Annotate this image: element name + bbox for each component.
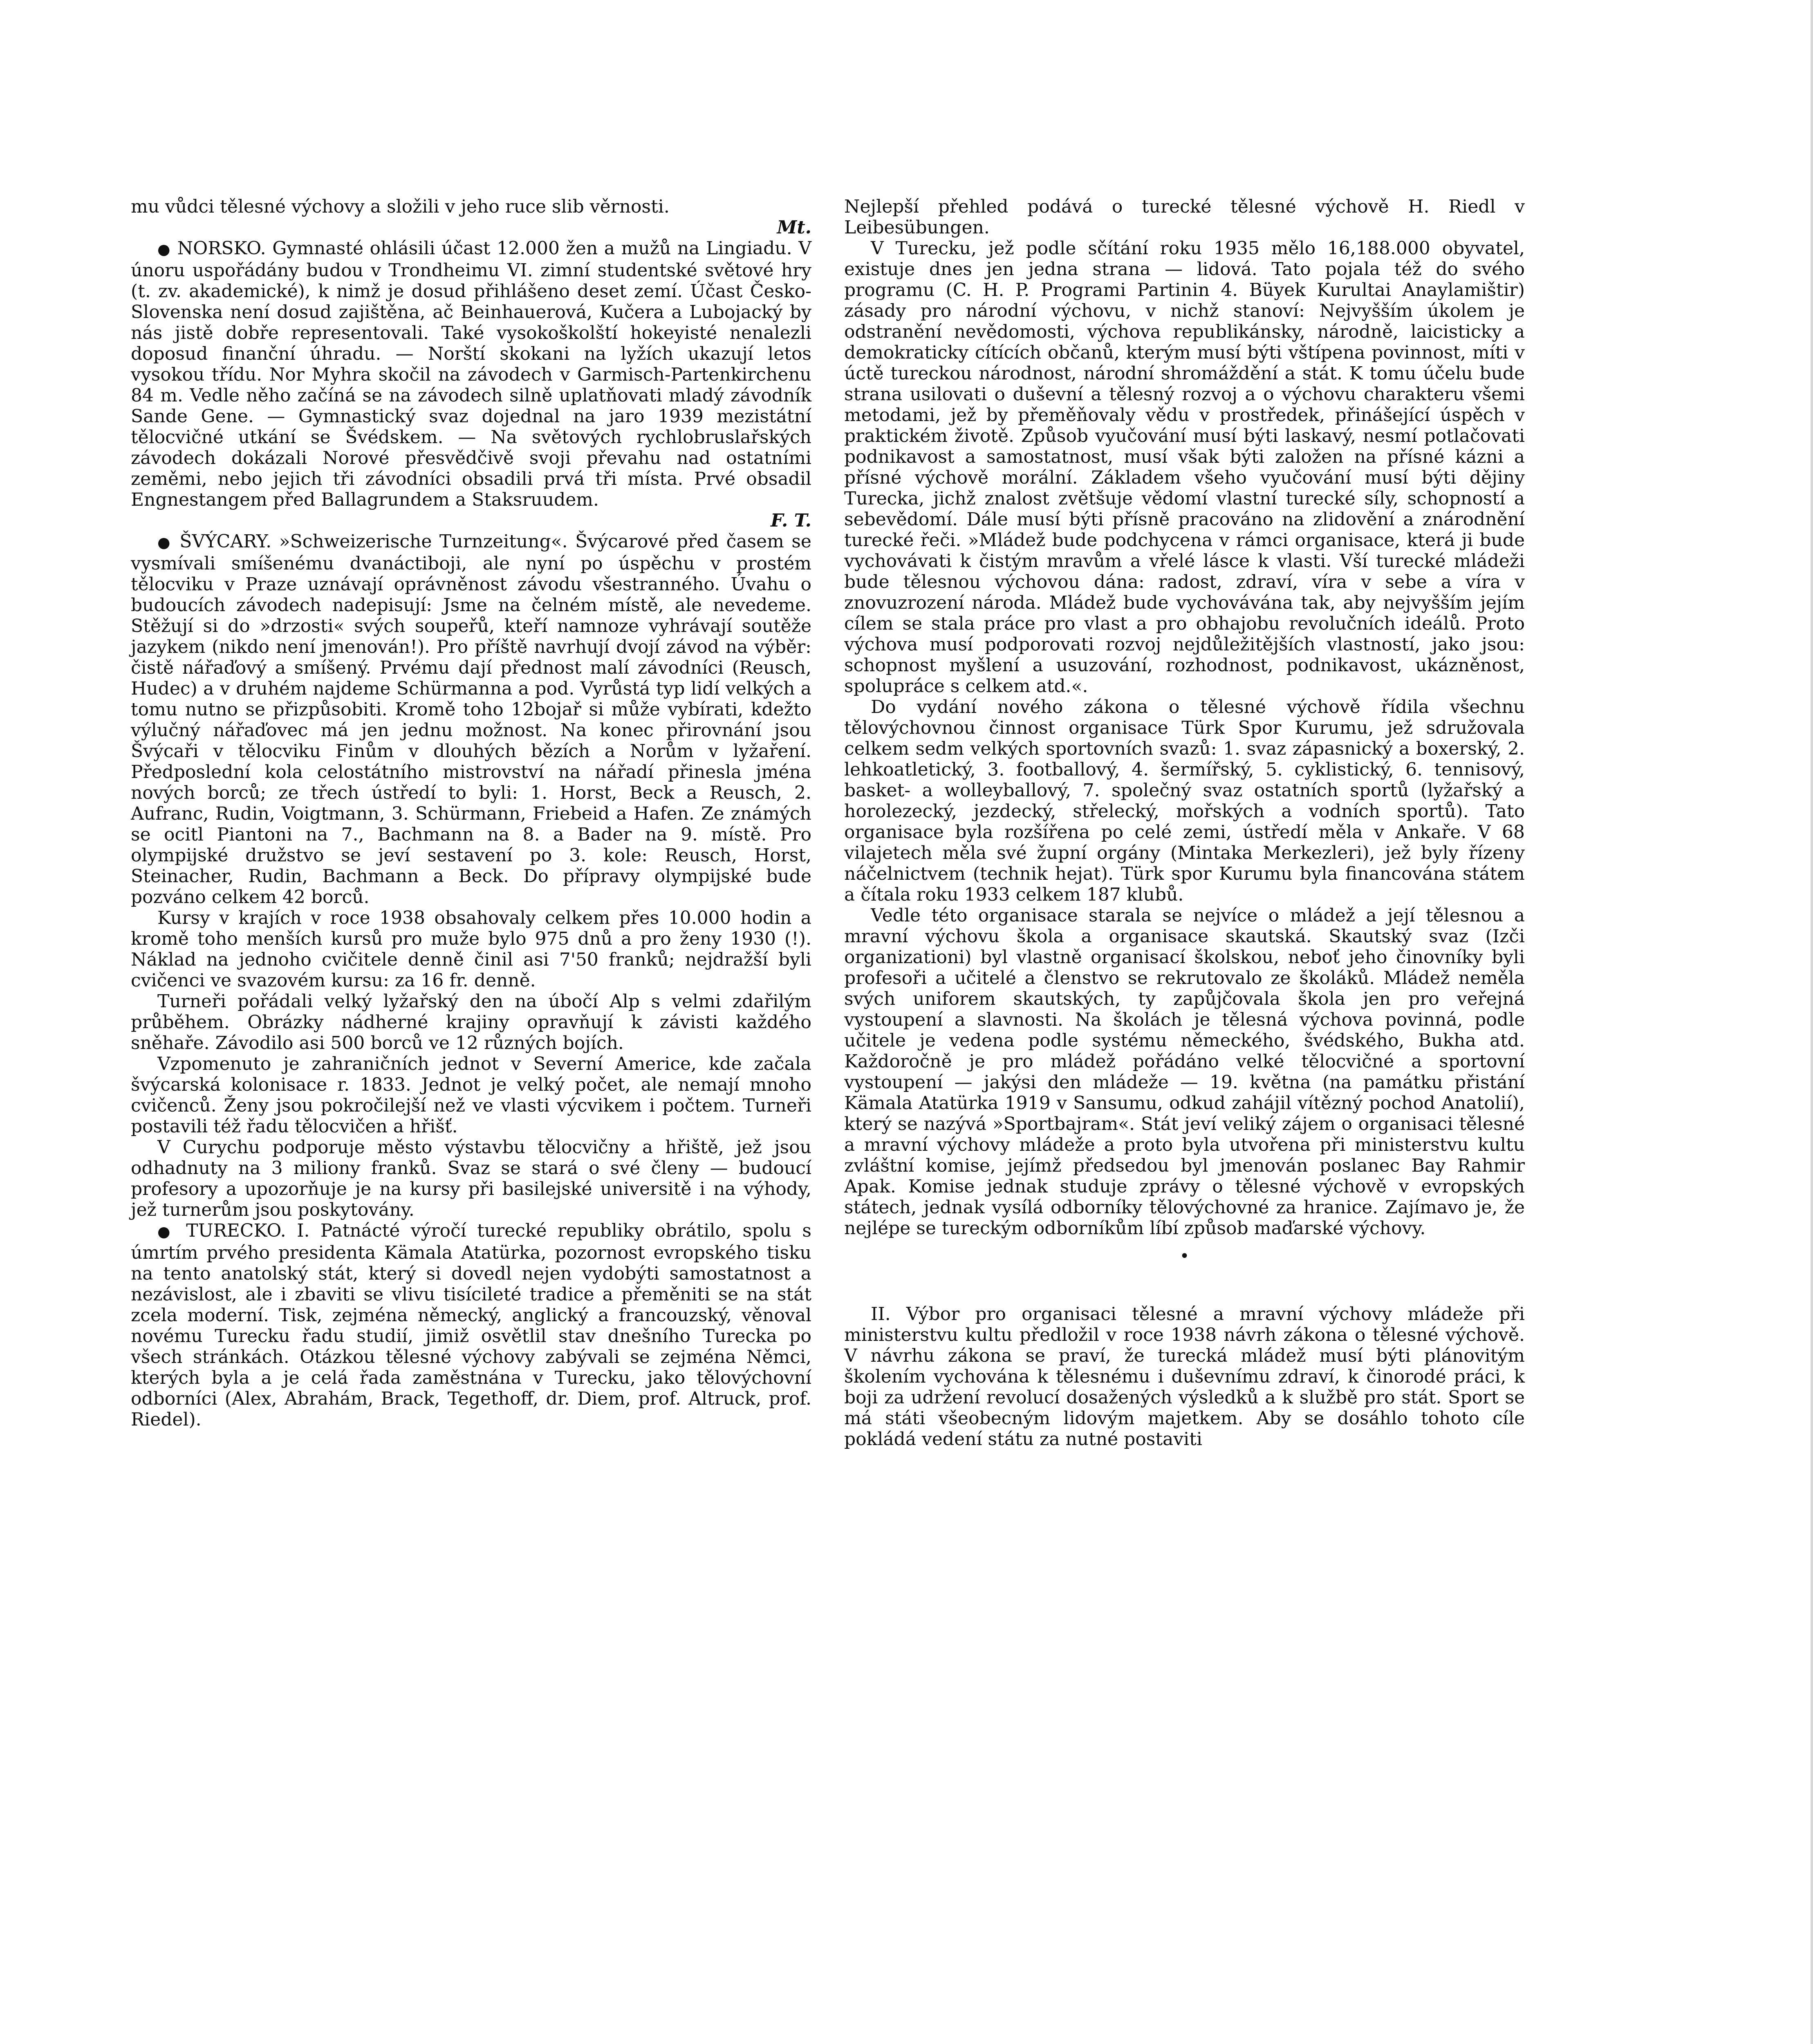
section-text: Patnácté výročí turecké republiky obrátilo, spolu s úmrtím prvého presidenta Kämala Atatürka, pozornost evropského tisku na tento anatolský stát, který si dovedl nejen vydobýti samostatnost a nezávislost, ale i zbaviti se vlivu tisícileté tradice a přeměniti se na stát zcela moderní. Tisk, zejména německý, anglický a francouzský, věnoval novému Turecku řadu studií, jimiž osvětlil stav dnešního Turecka po všech stránkách. Otázkou tělesné výchovy zabývali se zejména Němci, kterých byla a je celá řada zaměstnána v Turecku, jako tělovýchovní odborníci (Alex, Abrahám, Brack, Tegethoff, dr. Diem, prof. Altruck, prof. Riedel). (131, 1220, 811, 1430)
paragraph: Vedle této organisace starala se nejvíce o mládež a její tělesnou a mravní výchovu škola a organisace skautská. Skautský svaz (Izči organizationi) byl vlastně organisací školskou, neboť jeho činovníky byli profesoři a učitelé a členstvo se rekrutovalo ze školáků. Mládež neměla svých uniforem skautských, ty zapůjčovala škola jen pro veřejná vystoupení a slavnosti. Na školách je tělesná výchova povinná, podle učitele je vedena podle systému německého, švédského, Bukha atd. Každoročně je pro mládež pořádáno velké tělocvičné a sportovní vystoupení — jakýsi den mládeže — 19. května (na památku přistání Kämala Atatürka 1919 v Sansumu, odkud zahájil vítězný pochod Anatolií), který se nazývá »Sportbajram«. Stát jeví veliký zájem o organisaci tělesné a mravní výchovy mládeže a proto byla utvořena při ministerstvu kultu zvláštní komise, jejímž předsedou byl jmenován poslanec Bay Rahmir Apak. Komise jednak studuje zprávy o tělesné výchově v evropských státech, jednak vysílá odborníky tělovýchovné za hranice. Zajímavo je, že nejlépe se tureckým odborníkům líbí způsob maďarské výchovy. (844, 905, 1525, 1239)
section-norsko (131, 238, 811, 510)
right-column (844, 196, 1525, 1450)
section-heading: TURECKO. I. (186, 1220, 310, 1241)
section-heading: ŠVÝCARY. (179, 531, 272, 552)
left-column (131, 196, 811, 1430)
paragraph: II. Výbor pro organisaci tělesné a mravní výchovy mládeže při ministerstvu kultu předložil v roce 1938 návrh zákona o tělesné výchově. V návrhu zákona se praví, že turecká mládež musí býti plánovitým školením vychována k tělesnému i duševnímu zdraví, k činorodé práci, k boji za udržení revolucí dosažených výsledků a k službě pro stát. Sport se má státi všeobecným lidovým majetkem. Aby se dosáhlo tohoto cíle pokládá vedení státu za nutné postaviti (844, 1304, 1525, 1450)
scan-edge (1811, 0, 1813, 2044)
author-signature: F. T. (771, 510, 811, 531)
section-heading: NORSKO. (177, 238, 266, 259)
section-svycary (131, 531, 811, 908)
paragraph: Do vydání nového zákona o tělesné výchově řídila všechnu tělovýchovnou činnost organisace Türk Spor Kurumu, jež sdružovala celkem sedm velkých sportovních svazů: 1. svaz zápasnický a boxerský, 2. lehkoatletický, 3. footballový, 4. šermířský, 5. cyklistický, 6. tennisový, basket- a wolleyballový, 7. společný svaz ostatních sportů (lyžařský a horolezecký, jezdecký, střelecký, mořských a vodních sportů). Tato organisace byla rozšířena po celé zemi, ústředí měla v Ankaře. V 68 vilajetech měla své župní orgány (Mintaka Merkezleri), jež byly řízeny náčelnictvem (technik hejat). Türk spor Kurumu byla financována státem a čítala roku 1933 celkem 187 klubů. (844, 697, 1525, 905)
section-turecko (131, 1220, 811, 1430)
paragraph: mu vůdci tělesné výchovy a složili v jeho ruce slib věrnosti. (131, 196, 670, 217)
section-separator: • (1179, 1247, 1190, 1266)
paragraph: V Turecku, jež podle sčítání roku 1935 mělo 16,188.000 obyvatel, existuje dnes jen jedna strana — lidová. Tato pojala též do svého programu (C. H. P. Programi Partinin 4. Büyek Kurultai Anaylamištir) zásady pro národní výchovu, v nichž stanoví: Nejvyšším úkolem je odstranění nevědomosti, výchova republikánsky, národně, laicisticky a demokraticky cítících občanů, kterým musí býti vštípena povinnost, míti v úctě tureckou národnost, národní shromáždění a stát. K tomu účelu bude strana usilovati o duševní a tělesný rozvoj a o výchovu charakteru všemi metodami, jež by přeměňovaly vědu v prostředek, přinášející úspěch v praktickém životě. Způsob vyučování musí býti laskavý, nesmí potlačovati podnikavost a samostatnost, musí však býti založen na přísné kázni a přísné výchově morální. Základem všeho vyučování musí býti dějiny Turecka, jichž znalost zvětšuje vědomí vlastní turecké síly, schopností a sebevědomí. Dále musí býti přísně pracováno na zlidovění a znárodnění turecké řeči. »Mládež bude podchycena v rámci organisace, která ji bude vychovávati k čistým mravům a vřelé lásce k vlasti. Vší turecké mládeži bude tělesnou výchovou dána: radost, zdraví, víra v sebe a víra v znovuzrození národa. Mládež bude vychovávána tak, aby nejvyšším jejím cílem se stala práce pro vlast a pro obhajobu revolučních ideálů. Proto výchova musí podporovati rozvoj nejdůležitějších vlastností, jako jsou: schopnost myšlení a usuzování, rozhodnost, podnikavost, ukázněnost, spolupráce s celkem atd.«. (844, 238, 1525, 697)
paragraph: Nejlepší přehled podává o turecké tělesné výchově H. Riedl v Leibesübungen. (844, 196, 1525, 238)
author-signature: Mt. (777, 217, 811, 238)
paragraph: V Curychu podporuje město výstavbu tělocvičny a hřiště, jež jsou odhadnuty na 3 miliony franků. Svaz se stará o své členy — budoucí profesory a upozorňuje je na kursy při basilejské universitě i na výhody, jež turnerům jsou poskytovány. (131, 1137, 811, 1220)
section-text: »Schweizerische Turnzeitung«. Švýcarové před časem se vysmívali smíšenému dvanáctiboji, ale nyní po úspěchu v prostém tělocviku v Praze uznávají oprávněnost závodu všestranného. Úvahu o budoucích závodech nadepisují: Jsme na čelném místě, ale nevedeme. Stěžují si do »drzosti« svých soupeřů, kteří namnoze vyhrávají soutěže jazykem (nikdo není jmenován!). Pro příště navrhují dvojí závod na výběr: čistě nářaďový a smíšený. Prvému dají přednost malí závodníci (Reusch, Hudec) a v druhém najdeme Schürmanna a pod. Vyrůstá typ lidí velkých a tomu nutno se přizpůsobiti. Kromě toho 12bojař si může vybírati, kdežto výlučný nářaďovec má jen jednu možnost. Na konec přirovnání jsou Švýcaři v tělocviku Finům v dlouhých bězích a Norům v lyžaření. Předposlední kola celostátního mistrovství na nářadí přinesla jména nových borců; ze třech ústředí to byli: 1. Horst, Beck a Reusch, 2. Aufranc, Rudin, Voigtmann, 3. Schürmann, Friebeid a Hafen. Ze známých se ocitl Piantoni na 7., Bachmann na 8. a Bader na 9. místě. Pro olympijské družstvo se jeví sestavení po 3. kole: Reusch, Horst, Steinacher, Rudin, Bachmann a Beck. Do přípravy olympijské bude pozváno celkem 42 borců. (131, 531, 811, 908)
bullet-icon: ● (157, 534, 172, 551)
paragraph: Vzpomenuto je zahraničních jednot v Severní Americe, kde začala švýcarská kolonisace r. 1833. Jednot je velký počet, ale nemají mnoho cvičenců. Ženy jsou pokročilejší než ve vlasti výcvikem i počtem. Turneři postavili též řadu tělocvičen a hřišť. (131, 1053, 811, 1137)
paragraph: Kursy v krajích v roce 1938 obsahovaly celkem přes 10.000 hodin a kromě toho menších kursů pro muže bylo 975 dnů a pro ženy 1930 (!). Náklad na jednoho cvičitele denně činil asi 7'50 franků; nejdražší byli cvičenci ve svazovém kursu: za 16 fr. denně. (131, 908, 811, 991)
bullet-icon: ● (157, 1224, 175, 1240)
bullet-icon: ● (157, 241, 171, 258)
section-text: Gymnasté ohlásili účast 12.000 žen a mužů na Lingiadu. V únoru uspořádány budou v Trondheimu VI. zimní studentské světové hry (t. zv. akademické), k nimž je dosud přihlášeno deset zemí. Účast Česko-Slovenska není dosud zajištěna, ač Beinhauerová, Kučera a Lubojacký by nás jistě dobře representovali. Také vysokoškolští hokeyisté nenalezli doposud finanční úhradu. — Norští skokani na lyžích ukazují letos vysokou třídu. Nor Myhra skočil na závodech v Garmisch-Partenkirchenu 84 m. Vedle něho začíná se na závodech silně uplatňovati mladý závodník Sande Gene. — Gymnastický svaz dojednal na jaro 1939 mezistátní tělocvičné utkání se Švédskem. — Na světových rychlobruslařských závodech dokázali Norové přesvědčivě svoji převahu nad ostatními zeměmi, nebo jejich tři závodníci obsadili prvá tři místa. Prvé obsadil Engnestangem před Ballagrundem a Staksruudem. (131, 238, 811, 510)
paragraph: Turneři pořádali velký lyžařský den na úbočí Alp s velmi zdařilým průběhem. Obrázky nádherné krajiny opravňují k závisti každého sněhaře. Závodilo asi 500 borců ve 12 různých bojích. (131, 991, 811, 1053)
